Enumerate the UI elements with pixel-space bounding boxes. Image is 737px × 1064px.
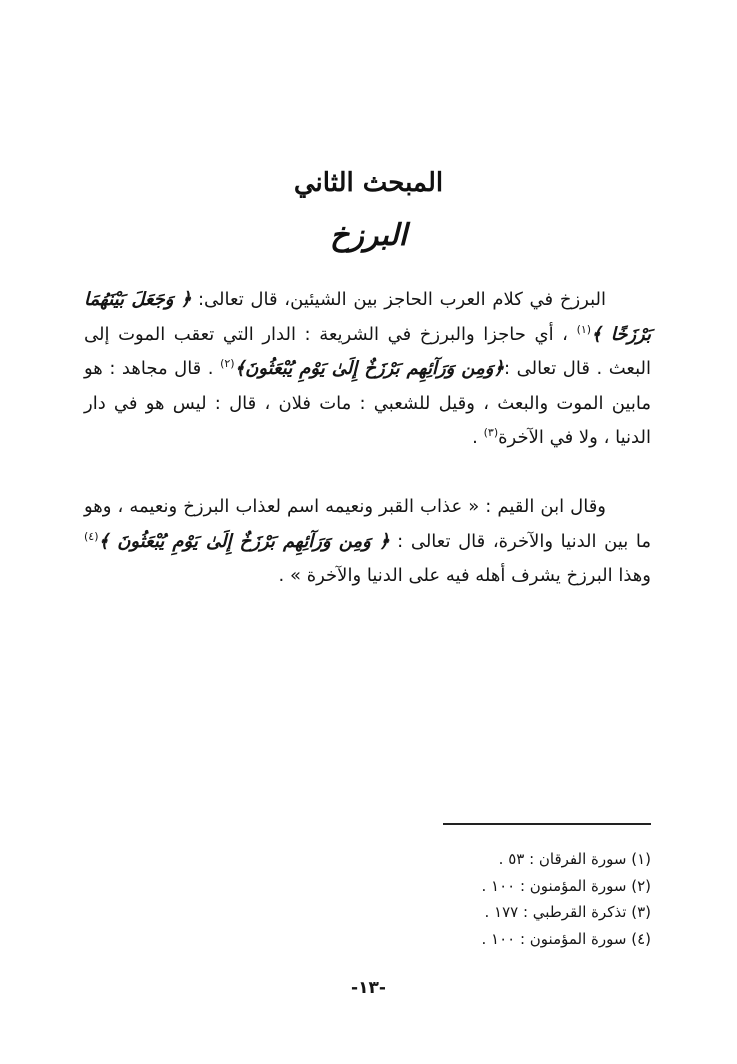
chapter-heading: المبحث الثاني (293, 168, 444, 198)
paragraph-text: ، أي حاجزا والبرزخ في الشريعة : الدار التي تعقب الموت إلى البعث . قال تعالى : (84, 323, 651, 379)
footnote-item: (٣) تذكرة القرطبي : ١٧٧ . (484, 903, 651, 921)
footnote-marker: (٤) (84, 529, 99, 543)
footnote-marker: (١) (576, 322, 592, 336)
page-number: -١٣- (351, 978, 386, 998)
quran-verse: ﴿وَمِن وَرَآئِهِم بَرْزَخٌ إِلَىٰ يَوْمِ يُبْعَثُونَ﴾ (234, 358, 504, 379)
footnote-item: (١) سورة الفرقان : ٥٣ . (498, 850, 651, 868)
quran-verse: ﴿ وَجَعَلَ بَيْنَهُمَا بَرْزَخًا ﴾ (84, 289, 651, 345)
footnotes (300, 846, 651, 952)
footnote-item: (٤) سورة المؤمنون : ١٠٠ . (481, 929, 651, 948)
footnote-marker: (٣) (483, 426, 499, 439)
paragraph-text: وقال ابن القيم : « عذاب القبر ونعيمه اسم لعذاب البرزخ ونعيمه ، وهو ما بين الدنيا والآخرة، قال تعالى : (84, 496, 651, 552)
footnote-marker: (٢) (220, 357, 235, 370)
paragraph-text: . قال مجاهد : هو مابين الموت والبعث ، وقيل للشعبي : مات فلان ، قال : ليس هو في دار الدنيا ، ولا في الآخرة (84, 358, 651, 448)
paragraph-text: البرزخ في كلام العرب الحاجز بين الشيئين، قال تعالى: (191, 289, 606, 310)
paragraph-text: . (472, 427, 484, 448)
footnote-item: (٢) سورة المؤمنون : ١٠٠ . (481, 876, 651, 895)
section-title: البرزخ (330, 218, 407, 253)
paragraph-text: وهذا البرزخ يشرف أهله فيه على الدنيا والآخرة » . (278, 565, 651, 586)
paragraph-ibn-qayyim-quote (84, 490, 651, 594)
quran-verse: ﴿ وَمِن وَرَآئِهِم بَرْزَخٌ إِلَىٰ يَوْمِ يُبْعَثُونَ ﴾ (98, 530, 390, 552)
paragraph-barzakh-definition (84, 283, 651, 456)
footnote-separator (443, 823, 651, 825)
